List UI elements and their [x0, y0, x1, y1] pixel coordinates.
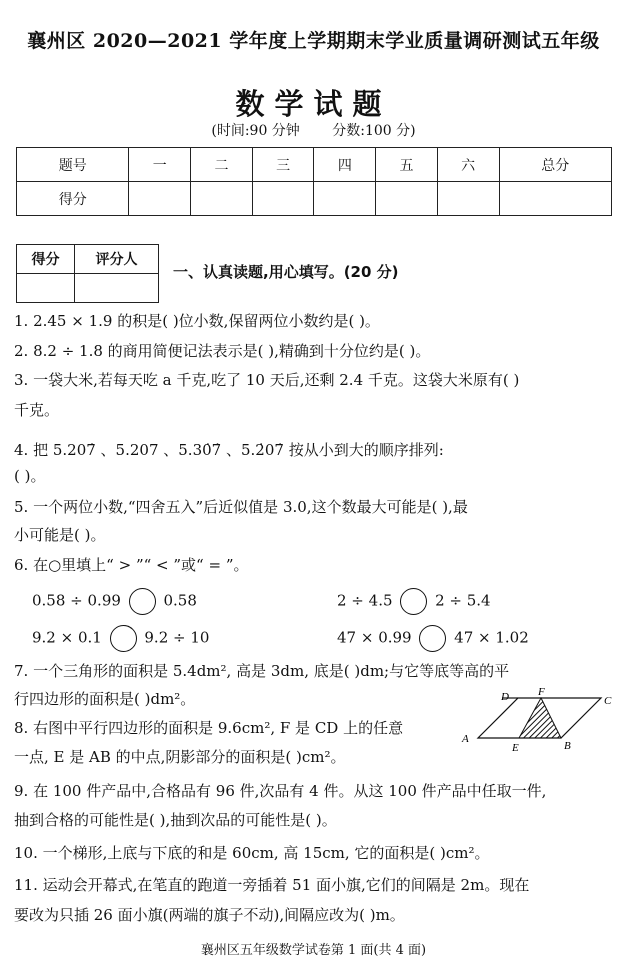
- score-cell: 得分: [17, 182, 129, 216]
- comparison-item: [32, 588, 197, 615]
- label-A: A: [462, 733, 469, 745]
- comparison-item: [32, 625, 209, 652]
- question-4-line1: 4. 把 5.207̇ 、5.207 、5.30̇7̇ 、5.2̇07̇ 按从小到大的顺序排列:: [14, 441, 444, 459]
- score-input-cell[interactable]: [376, 182, 438, 216]
- comparison-left: 2 ÷ 4.5: [337, 591, 393, 610]
- grader-name-label: 评分人: [74, 245, 158, 274]
- time-limit: (时间:90 分钟: [211, 123, 300, 139]
- question-11-line2: 要改为只插 26 面小旗(两端的旗子不动),间隔应改为( )m。: [14, 906, 405, 924]
- question-9-line2: 抽到合格的可能性是( ),抽到次品的可能性是( )。: [14, 811, 337, 829]
- score-input-cell[interactable]: [314, 182, 376, 216]
- score-input-cell[interactable]: [437, 182, 499, 216]
- score-input-cell[interactable]: [191, 182, 253, 216]
- comparison-left: 0.58 ÷ 0.99: [32, 591, 121, 610]
- comparison-circle[interactable]: [400, 588, 427, 615]
- question-8-line2: 一点, E 是 AB 的中点,阴影部分的面积是( )cm²。: [14, 748, 346, 766]
- question-11-line1: 11. 运动会开幕式,在笔直的跑道一旁插着 51 面小旗,它们的间隔是 2m。现在: [14, 876, 530, 894]
- label-F: F: [538, 686, 545, 698]
- question-1: 1. 2.45 × 1.9 的积是( )位小数,保留两位小数约是( )。: [14, 312, 380, 330]
- score-input-cell[interactable]: [129, 182, 191, 216]
- question-7-line1: 7. 一个三角形的面积是 5.4dm², 高是 3dm, 底是( )dm;与它等底等高的平: [14, 662, 510, 680]
- question-5-line2: 小可能是( )。: [14, 526, 106, 544]
- score-table: [16, 147, 612, 216]
- score-cell: 六: [437, 148, 499, 182]
- question-7-line2: 行四边形的面积是( )dm²。: [14, 690, 196, 708]
- question-6: 6. 在○里填上“ > ”“ < ”或“ = ”。: [14, 556, 249, 574]
- grader-name-cell[interactable]: [74, 274, 158, 303]
- subject-title: 数学试题: [235, 87, 392, 121]
- score-input-cell[interactable]: [252, 182, 314, 216]
- score-cell: 题号: [17, 148, 129, 182]
- question-10: 10. 一个梯形,上底与下底的和是 60cm, 高 15cm, 它的面积是( )cm²。: [14, 844, 490, 862]
- exam-title: 襄州区 2020—2021 学年度上学期期末学业质量调研测试五年级: [27, 30, 600, 52]
- comparison-item: [337, 588, 491, 615]
- label-E: E: [512, 742, 519, 754]
- comparison-right: 0.58: [163, 591, 197, 610]
- exam-info: [0, 120, 627, 140]
- label-B: B: [564, 740, 571, 752]
- question-9-line1: 9. 在 100 件产品中,合格品有 96 件,次品有 4 件。从这 100 件产品中任取一件,: [14, 782, 547, 800]
- label-D: D: [501, 691, 509, 703]
- score-cell: 三: [252, 148, 314, 182]
- score-cell: 四: [314, 148, 376, 182]
- comparison-right: 47 × 1.02: [454, 628, 529, 647]
- question-5-line1: 5. 一个两位小数,“四舍五入”后近似值是 3.0,这个数最大可能是( ),最: [14, 498, 468, 516]
- score-cell: 总分: [499, 148, 612, 182]
- score-cell: 二: [191, 148, 253, 182]
- comparison-right: 9.2 ÷ 10: [144, 628, 210, 647]
- grader-score-label: 得分: [17, 245, 75, 274]
- score-cell: 一: [129, 148, 191, 182]
- question-3-line2: 千克。: [14, 401, 60, 419]
- section-1-title: 一、认真读题,用心填写。(20 分): [173, 263, 399, 281]
- question-4-line2: ( )。: [14, 467, 46, 485]
- comparison-circle[interactable]: [419, 625, 446, 652]
- question-8-line1: 8. 右图中平行四边形的面积是 9.6cm², F 是 CD 上的任意: [14, 719, 404, 737]
- shaded-triangle: [519, 698, 561, 738]
- score-cell: 五: [376, 148, 438, 182]
- grader-score-cell[interactable]: [17, 274, 75, 303]
- grader-table: [16, 244, 159, 303]
- score-table-header-row: [17, 148, 612, 182]
- comparison-left: 47 × 0.99: [337, 628, 412, 647]
- comparison-circle[interactable]: [110, 625, 137, 652]
- question-3-line1: 3. 一袋大米,若每天吃 a 千克,吃了 10 天后,还剩 2.4 千克。这袋大米原有( ): [14, 371, 520, 389]
- comparison-right: 2 ÷ 5.4: [435, 591, 491, 610]
- label-C: C: [604, 695, 612, 707]
- page-footer: 襄州区五年级数学试卷第 1 面(共 4 面): [200, 943, 427, 958]
- score-table-score-row: [17, 182, 612, 216]
- comparison-left: 9.2 × 0.1: [32, 628, 102, 647]
- comparison-item: [337, 625, 529, 652]
- parallelogram-figure: [456, 686, 616, 756]
- question-2: 2. 8.2 ÷ 1.8 的商用简便记法表示是( ),精确到十分位约是( )。: [14, 342, 431, 360]
- score-input-cell[interactable]: [499, 182, 612, 216]
- total-score: 分数:100 分): [332, 123, 416, 139]
- comparison-circle[interactable]: [129, 588, 156, 615]
